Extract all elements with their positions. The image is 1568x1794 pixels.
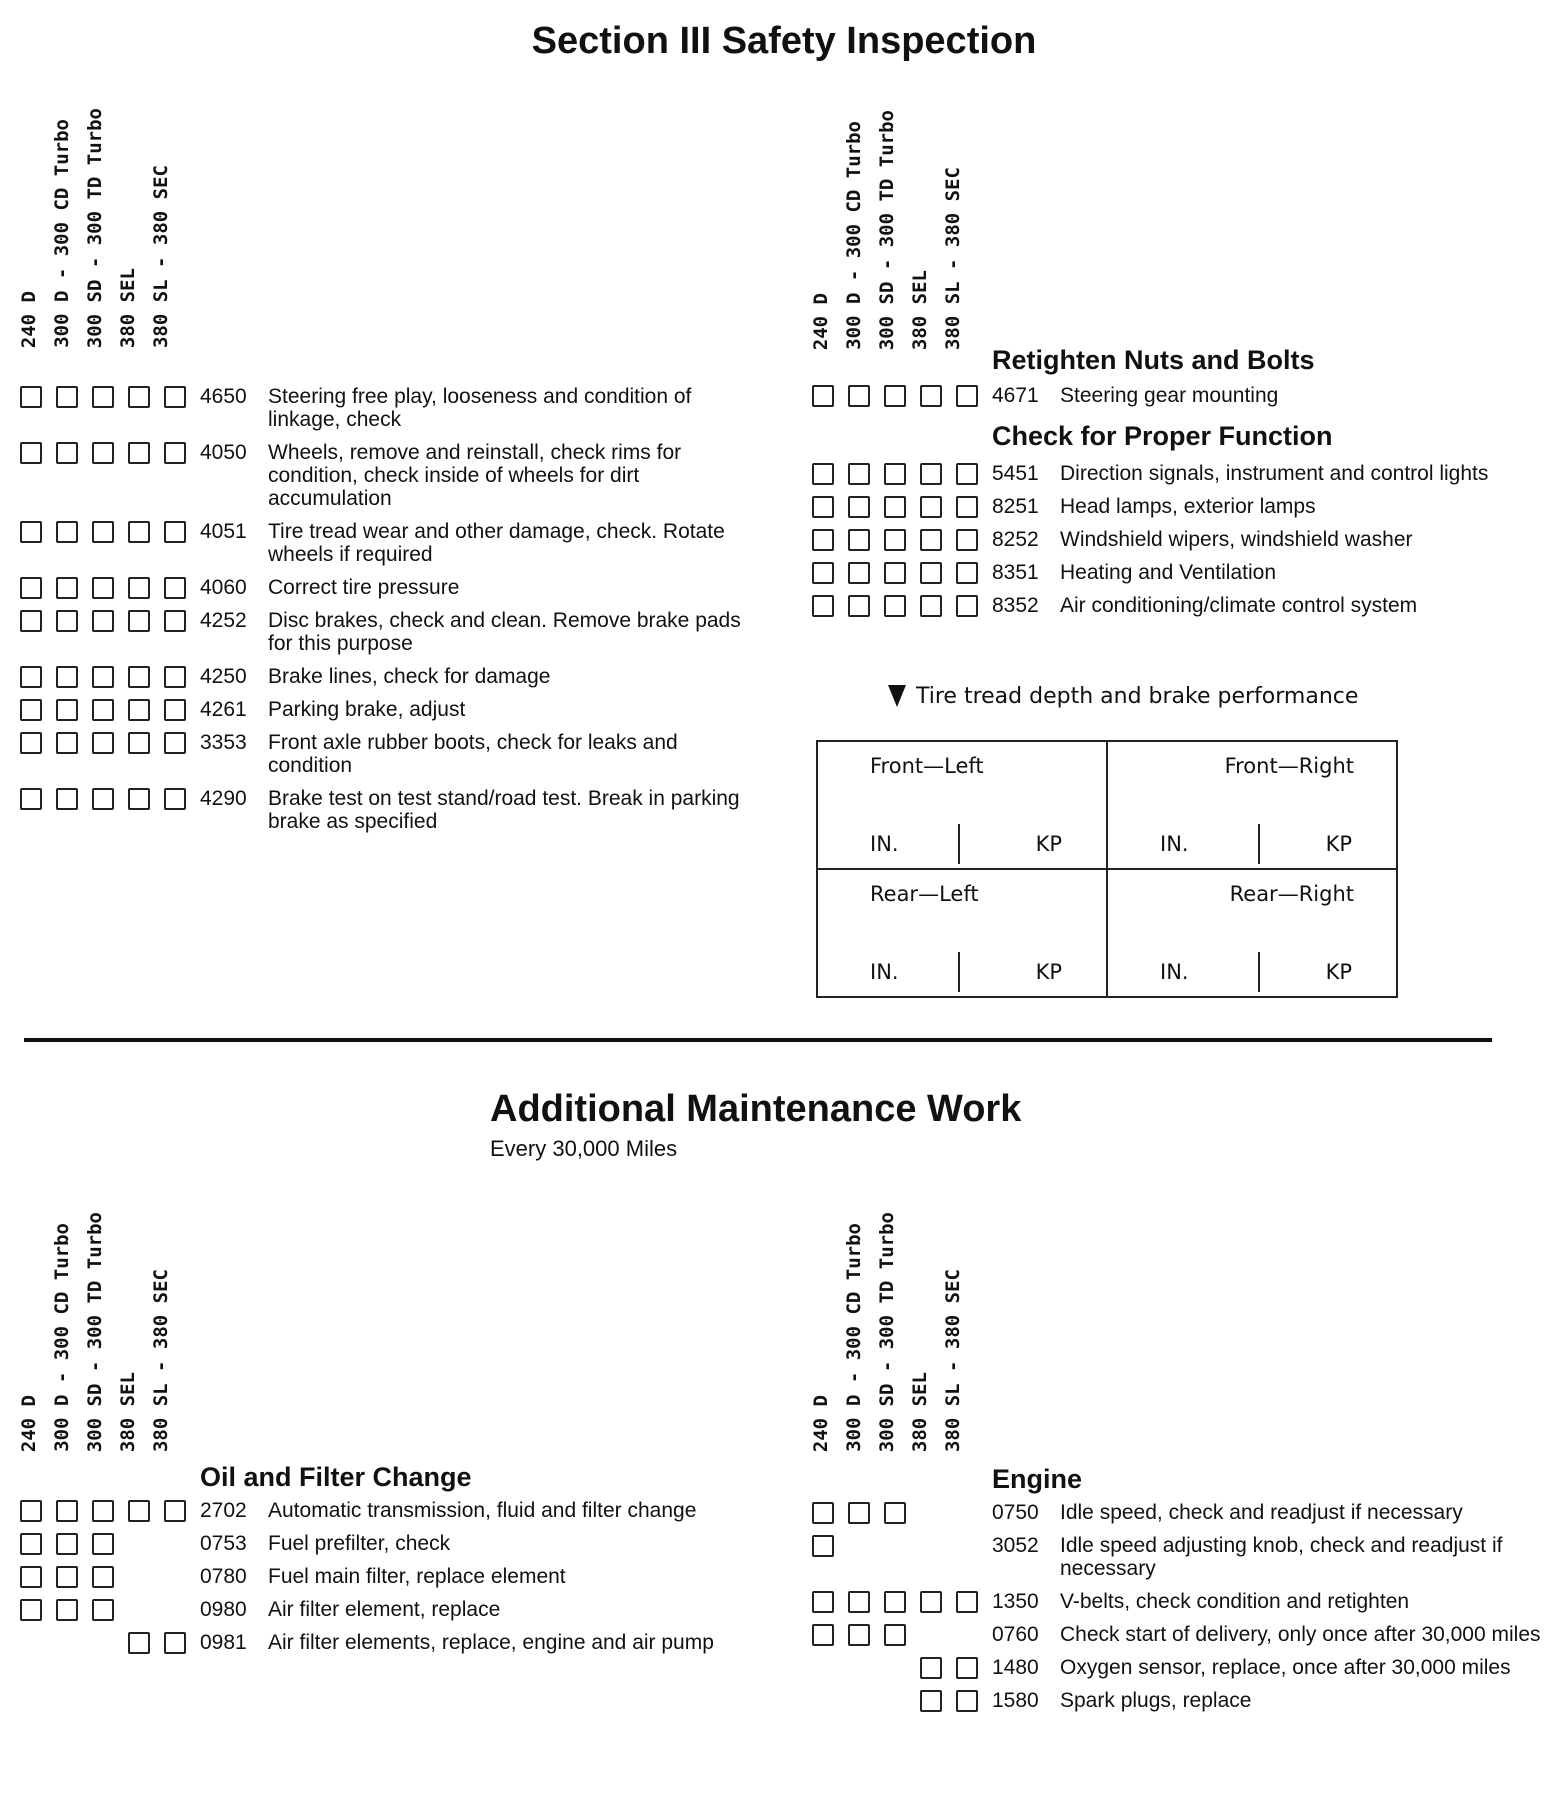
column-header: 380 SEL bbox=[909, 1371, 931, 1452]
item-desc: Steering gear mounting bbox=[1060, 384, 1279, 407]
position-label: Front—Right bbox=[1224, 754, 1354, 778]
column-header: 300 D - 300 CD Turbo bbox=[843, 1223, 865, 1452]
checkbox[interactable] bbox=[956, 1657, 978, 1679]
item-code: 4671 bbox=[992, 384, 1039, 407]
item-desc: Brake test on test stand/road test. Break in parking brake as specified bbox=[268, 787, 740, 833]
item-desc: Disc brakes, check and clean. Remove brake pads for this purpose bbox=[268, 609, 741, 655]
item-code: 0760 bbox=[992, 1623, 1039, 1646]
checkbox[interactable] bbox=[956, 385, 978, 407]
tread-cell-rear-right[interactable] bbox=[1107, 869, 1397, 997]
column-header: 240 D bbox=[810, 292, 832, 350]
checkbox[interactable] bbox=[56, 610, 78, 632]
list-item bbox=[812, 1534, 1562, 1580]
item-desc: Front axle rubber boots, check for leaks and condition bbox=[268, 731, 678, 777]
item-code: 4050 bbox=[200, 441, 247, 464]
checkbox[interactable] bbox=[956, 1591, 978, 1613]
checkbox[interactable] bbox=[56, 666, 78, 688]
checkbox[interactable] bbox=[128, 666, 150, 688]
checkbox[interactable] bbox=[92, 788, 114, 810]
checkbox[interactable] bbox=[20, 610, 42, 632]
section-heading: Check for Proper Function bbox=[992, 421, 1333, 451]
checkbox[interactable] bbox=[812, 385, 834, 407]
checkbox[interactable] bbox=[848, 1591, 870, 1613]
checkbox[interactable] bbox=[92, 1599, 114, 1621]
checkbox[interactable] bbox=[56, 521, 78, 543]
checkbox[interactable] bbox=[956, 496, 978, 518]
checkbox[interactable] bbox=[56, 699, 78, 721]
checkbox[interactable] bbox=[884, 385, 906, 407]
item-desc: Direction signals, instrument and control lights bbox=[1060, 462, 1489, 485]
item-desc: Automatic transmission, fluid and filter change bbox=[268, 1499, 697, 1522]
tread-note bbox=[888, 684, 1358, 709]
list-item bbox=[812, 561, 1552, 584]
item-code: 4051 bbox=[200, 520, 247, 543]
checkbox[interactable] bbox=[920, 1657, 942, 1679]
checkbox[interactable] bbox=[164, 732, 186, 754]
list-item bbox=[20, 731, 760, 777]
item-desc: Correct tire pressure bbox=[268, 576, 460, 599]
item-desc: Oxygen sensor, replace, once after 30,000 miles bbox=[1060, 1656, 1511, 1679]
section-title: Section III Safety Inspection bbox=[531, 20, 1037, 62]
checkbox[interactable] bbox=[92, 521, 114, 543]
checkbox[interactable] bbox=[56, 386, 78, 408]
item-code: 5451 bbox=[992, 462, 1039, 485]
position-label: Rear—Left bbox=[870, 882, 979, 906]
checkbox[interactable] bbox=[20, 732, 42, 754]
item-code: 8251 bbox=[992, 495, 1039, 518]
column-headers-s2-right bbox=[808, 1192, 967, 1452]
checkbox[interactable] bbox=[164, 788, 186, 810]
checkbox[interactable] bbox=[164, 610, 186, 632]
checkbox[interactable] bbox=[164, 442, 186, 464]
column-header: 300 SD - 300 TD Turbo bbox=[84, 1211, 106, 1452]
checkbox[interactable] bbox=[20, 699, 42, 721]
checkbox[interactable] bbox=[56, 788, 78, 810]
item-code: 4290 bbox=[200, 787, 247, 810]
tread-cell-front-left[interactable] bbox=[817, 741, 1107, 869]
item-code: 4250 bbox=[200, 665, 247, 688]
checkbox[interactable] bbox=[128, 699, 150, 721]
list-item bbox=[812, 594, 1552, 617]
section-heading: Retighten Nuts and Bolts bbox=[992, 345, 1315, 375]
in-label: IN. bbox=[870, 832, 899, 856]
item-code: 1480 bbox=[992, 1656, 1039, 1679]
checkbox[interactable] bbox=[920, 595, 942, 617]
list-item bbox=[20, 698, 760, 721]
column-header: 380 SL - 380 SEC bbox=[942, 166, 964, 350]
list-item bbox=[20, 1631, 760, 1654]
item-desc: Windshield wipers, windshield washer bbox=[1060, 528, 1413, 551]
list-item bbox=[20, 441, 760, 510]
checkbox[interactable] bbox=[128, 788, 150, 810]
list-item bbox=[812, 462, 1552, 485]
checkbox[interactable] bbox=[56, 732, 78, 754]
column-header: 300 D - 300 CD Turbo bbox=[51, 119, 73, 348]
item-desc: Air filter elements, replace, engine and air pump bbox=[268, 1631, 714, 1654]
list-item bbox=[812, 1590, 1562, 1613]
list-item bbox=[20, 1499, 760, 1522]
item-code: 0981 bbox=[200, 1631, 247, 1654]
list-item bbox=[812, 495, 1552, 518]
checkbox[interactable] bbox=[884, 595, 906, 617]
checkbox[interactable] bbox=[20, 1533, 42, 1555]
checkbox[interactable] bbox=[920, 529, 942, 551]
checkbox[interactable] bbox=[884, 1502, 906, 1524]
checkbox[interactable] bbox=[20, 442, 42, 464]
list-item bbox=[20, 520, 760, 566]
list-item bbox=[812, 1656, 1562, 1679]
checkbox[interactable] bbox=[56, 1599, 78, 1621]
column-header: 380 SEL bbox=[909, 269, 931, 350]
checkbox[interactable] bbox=[884, 562, 906, 584]
list-item bbox=[20, 1565, 760, 1588]
item-desc: Idle speed adjusting knob, check and readjust if necessary bbox=[1060, 1534, 1503, 1580]
column-header: 380 SEL bbox=[117, 1371, 139, 1452]
cell-divider bbox=[1258, 824, 1260, 864]
item-code: 3353 bbox=[200, 731, 247, 754]
checkbox[interactable] bbox=[92, 577, 114, 599]
column-headers-s2-left bbox=[16, 1192, 175, 1452]
item-desc: Air filter element, replace bbox=[268, 1598, 501, 1621]
item-code: 1350 bbox=[992, 1590, 1039, 1613]
checkbox[interactable] bbox=[20, 386, 42, 408]
checkbox[interactable] bbox=[164, 1632, 186, 1654]
list-item bbox=[812, 1501, 1562, 1524]
in-label: IN. bbox=[1160, 960, 1189, 984]
checkbox[interactable] bbox=[812, 562, 834, 584]
list-item bbox=[20, 1598, 760, 1621]
item-code: 8252 bbox=[992, 528, 1039, 551]
checkbox[interactable] bbox=[920, 496, 942, 518]
checkbox[interactable] bbox=[92, 732, 114, 754]
checkbox[interactable] bbox=[128, 386, 150, 408]
item-desc: V-belts, check condition and retighten bbox=[1060, 1590, 1410, 1613]
item-code: 3052 bbox=[992, 1534, 1039, 1557]
checkbox[interactable] bbox=[92, 610, 114, 632]
item-desc: Tire tread wear and other damage, check. Rotate wheels if required bbox=[268, 520, 725, 566]
column-header: 240 D bbox=[810, 1394, 832, 1452]
checkbox[interactable] bbox=[128, 1500, 150, 1522]
list-item bbox=[20, 787, 760, 833]
checkbox[interactable] bbox=[848, 463, 870, 485]
checkbox[interactable] bbox=[920, 1591, 942, 1613]
section-divider bbox=[24, 1038, 1492, 1042]
item-desc: Parking brake, adjust bbox=[268, 698, 466, 721]
list-item bbox=[20, 665, 760, 688]
column-header: 380 SL - 380 SEC bbox=[150, 1268, 172, 1452]
item-desc: Fuel prefilter, check bbox=[268, 1532, 451, 1555]
in-label: IN. bbox=[1160, 832, 1189, 856]
checkbox[interactable] bbox=[92, 442, 114, 464]
checkbox[interactable] bbox=[164, 521, 186, 543]
item-desc: Head lamps, exterior lamps bbox=[1060, 495, 1316, 518]
position-label: Rear—Right bbox=[1229, 882, 1354, 906]
kp-label: KP bbox=[1325, 960, 1352, 984]
checkbox[interactable] bbox=[20, 666, 42, 688]
item-code: 4650 bbox=[200, 385, 247, 408]
item-desc: Steering free play, looseness and condition of linkage, check bbox=[268, 385, 692, 431]
s1-left-list bbox=[20, 385, 760, 843]
list-item bbox=[20, 609, 760, 655]
checkbox[interactable] bbox=[92, 1500, 114, 1522]
section-title: Additional Maintenance Work bbox=[490, 1088, 1022, 1130]
checkbox[interactable] bbox=[848, 562, 870, 584]
list-item bbox=[20, 385, 760, 431]
item-code: 4252 bbox=[200, 609, 247, 632]
position-label: Front—Left bbox=[870, 754, 984, 778]
checkbox[interactable] bbox=[812, 463, 834, 485]
item-desc: Heating and Ventilation bbox=[1060, 561, 1276, 584]
column-header: 240 D bbox=[18, 290, 40, 348]
item-desc: Fuel main filter, replace element bbox=[268, 1565, 566, 1588]
item-code: 4060 bbox=[200, 576, 247, 599]
in-label: IN. bbox=[870, 960, 899, 984]
item-desc: Brake lines, check for damage bbox=[268, 665, 551, 688]
checkbox[interactable] bbox=[812, 595, 834, 617]
checkbox[interactable] bbox=[92, 1566, 114, 1588]
checkbox[interactable] bbox=[956, 529, 978, 551]
checkbox[interactable] bbox=[20, 1599, 42, 1621]
list-item bbox=[812, 1623, 1562, 1646]
item-code: 8352 bbox=[992, 594, 1039, 617]
checkbox[interactable] bbox=[884, 463, 906, 485]
checkbox[interactable] bbox=[164, 699, 186, 721]
checkbox[interactable] bbox=[92, 386, 114, 408]
list-item bbox=[812, 1689, 1562, 1712]
tread-cell-rear-left[interactable] bbox=[817, 869, 1107, 997]
checkbox[interactable] bbox=[956, 463, 978, 485]
column-header: 300 SD - 300 TD Turbo bbox=[876, 109, 898, 350]
checkbox[interactable] bbox=[20, 1500, 42, 1522]
checkbox[interactable] bbox=[20, 521, 42, 543]
section-heading: Engine bbox=[992, 1464, 1083, 1494]
kp-label: KP bbox=[1325, 832, 1352, 856]
checkbox[interactable] bbox=[812, 1502, 834, 1524]
checkbox[interactable] bbox=[812, 1624, 834, 1646]
item-code: 0980 bbox=[200, 1598, 247, 1621]
s1-right-list bbox=[812, 345, 1552, 627]
checkbox[interactable] bbox=[56, 1533, 78, 1555]
checkbox[interactable] bbox=[920, 1690, 942, 1712]
checkbox[interactable] bbox=[956, 562, 978, 584]
item-desc: Air conditioning/climate control system bbox=[1060, 594, 1418, 617]
checkbox[interactable] bbox=[128, 610, 150, 632]
item-code: 0780 bbox=[200, 1565, 247, 1588]
checkbox[interactable] bbox=[812, 1535, 834, 1557]
down-arrow-icon bbox=[888, 685, 906, 707]
checkbox[interactable] bbox=[164, 577, 186, 599]
checkbox[interactable] bbox=[920, 562, 942, 584]
item-code: 0750 bbox=[992, 1501, 1039, 1524]
checkbox[interactable] bbox=[848, 385, 870, 407]
s2-right-list bbox=[812, 1464, 1562, 1722]
checkbox[interactable] bbox=[56, 577, 78, 599]
checkbox[interactable] bbox=[128, 577, 150, 599]
checkbox[interactable] bbox=[92, 699, 114, 721]
column-header: 380 SL - 380 SEC bbox=[150, 164, 172, 348]
item-code: 0753 bbox=[200, 1532, 247, 1555]
checkbox[interactable] bbox=[920, 463, 942, 485]
item-code: 4261 bbox=[200, 698, 247, 721]
checkbox[interactable] bbox=[56, 1566, 78, 1588]
checkbox[interactable] bbox=[884, 1624, 906, 1646]
checkbox[interactable] bbox=[848, 1502, 870, 1524]
column-headers-s1-left bbox=[16, 88, 175, 348]
section-subtitle: Every 30,000 Miles bbox=[490, 1136, 678, 1161]
column-header: 300 D - 300 CD Turbo bbox=[843, 121, 865, 350]
checkbox[interactable] bbox=[884, 529, 906, 551]
column-header: 300 SD - 300 TD Turbo bbox=[876, 1211, 898, 1452]
column-header: 380 SL - 380 SEC bbox=[942, 1268, 964, 1452]
column-header: 380 SEL bbox=[117, 267, 139, 348]
item-desc: Wheels, remove and reinstall, check rims for condition, check inside of wheels for dirt accumulation bbox=[268, 441, 682, 510]
item-desc: Spark plugs, replace bbox=[1060, 1689, 1252, 1712]
checkbox[interactable] bbox=[812, 529, 834, 551]
checkbox[interactable] bbox=[164, 666, 186, 688]
checkbox[interactable] bbox=[956, 1690, 978, 1712]
item-desc: Check start of delivery, only once after 30,000 miles bbox=[1060, 1623, 1541, 1646]
checkbox[interactable] bbox=[20, 577, 42, 599]
column-header: 240 D bbox=[18, 1394, 40, 1452]
cell-divider bbox=[1258, 952, 1260, 992]
checkbox[interactable] bbox=[164, 386, 186, 408]
checkbox[interactable] bbox=[92, 666, 114, 688]
kp-label: KP bbox=[1035, 832, 1062, 856]
checkbox[interactable] bbox=[812, 496, 834, 518]
checkbox[interactable] bbox=[20, 1566, 42, 1588]
column-headers-s1-right bbox=[808, 90, 967, 350]
column-header: 300 SD - 300 TD Turbo bbox=[84, 107, 106, 348]
list-item bbox=[812, 528, 1552, 551]
checkbox[interactable] bbox=[848, 595, 870, 617]
section-heading: Oil and Filter Change bbox=[200, 1462, 472, 1492]
tread-table bbox=[816, 740, 1398, 998]
checkbox[interactable] bbox=[56, 1500, 78, 1522]
checkbox[interactable] bbox=[128, 521, 150, 543]
checkbox[interactable] bbox=[848, 1624, 870, 1646]
checkbox[interactable] bbox=[164, 1500, 186, 1522]
checkbox[interactable] bbox=[128, 442, 150, 464]
item-code: 1580 bbox=[992, 1689, 1039, 1712]
checkbox[interactable] bbox=[56, 442, 78, 464]
checkbox[interactable] bbox=[92, 1533, 114, 1555]
checkbox[interactable] bbox=[884, 1591, 906, 1613]
tread-note-text: Tire tread depth and brake performance bbox=[916, 684, 1359, 709]
cell-divider bbox=[958, 952, 960, 992]
list-item bbox=[20, 576, 760, 599]
list-item bbox=[20, 1532, 760, 1555]
checkbox[interactable] bbox=[884, 496, 906, 518]
item-code: 2702 bbox=[200, 1499, 247, 1522]
item-desc: Idle speed, check and readjust if necessary bbox=[1060, 1501, 1463, 1524]
checkbox[interactable] bbox=[20, 788, 42, 810]
checkbox[interactable] bbox=[128, 732, 150, 754]
checkbox[interactable] bbox=[956, 595, 978, 617]
checkbox[interactable] bbox=[812, 1591, 834, 1613]
kp-label: KP bbox=[1035, 960, 1062, 984]
cell-divider bbox=[958, 824, 960, 864]
checkbox[interactable] bbox=[848, 496, 870, 518]
tread-cell-front-right[interactable] bbox=[1107, 741, 1397, 869]
column-header: 300 D - 300 CD Turbo bbox=[51, 1223, 73, 1452]
list-item bbox=[812, 384, 1552, 407]
checkbox[interactable] bbox=[848, 529, 870, 551]
checkbox[interactable] bbox=[920, 385, 942, 407]
item-code: 8351 bbox=[992, 561, 1039, 584]
s2-left-list bbox=[20, 1462, 760, 1664]
checkbox[interactable] bbox=[128, 1632, 150, 1654]
